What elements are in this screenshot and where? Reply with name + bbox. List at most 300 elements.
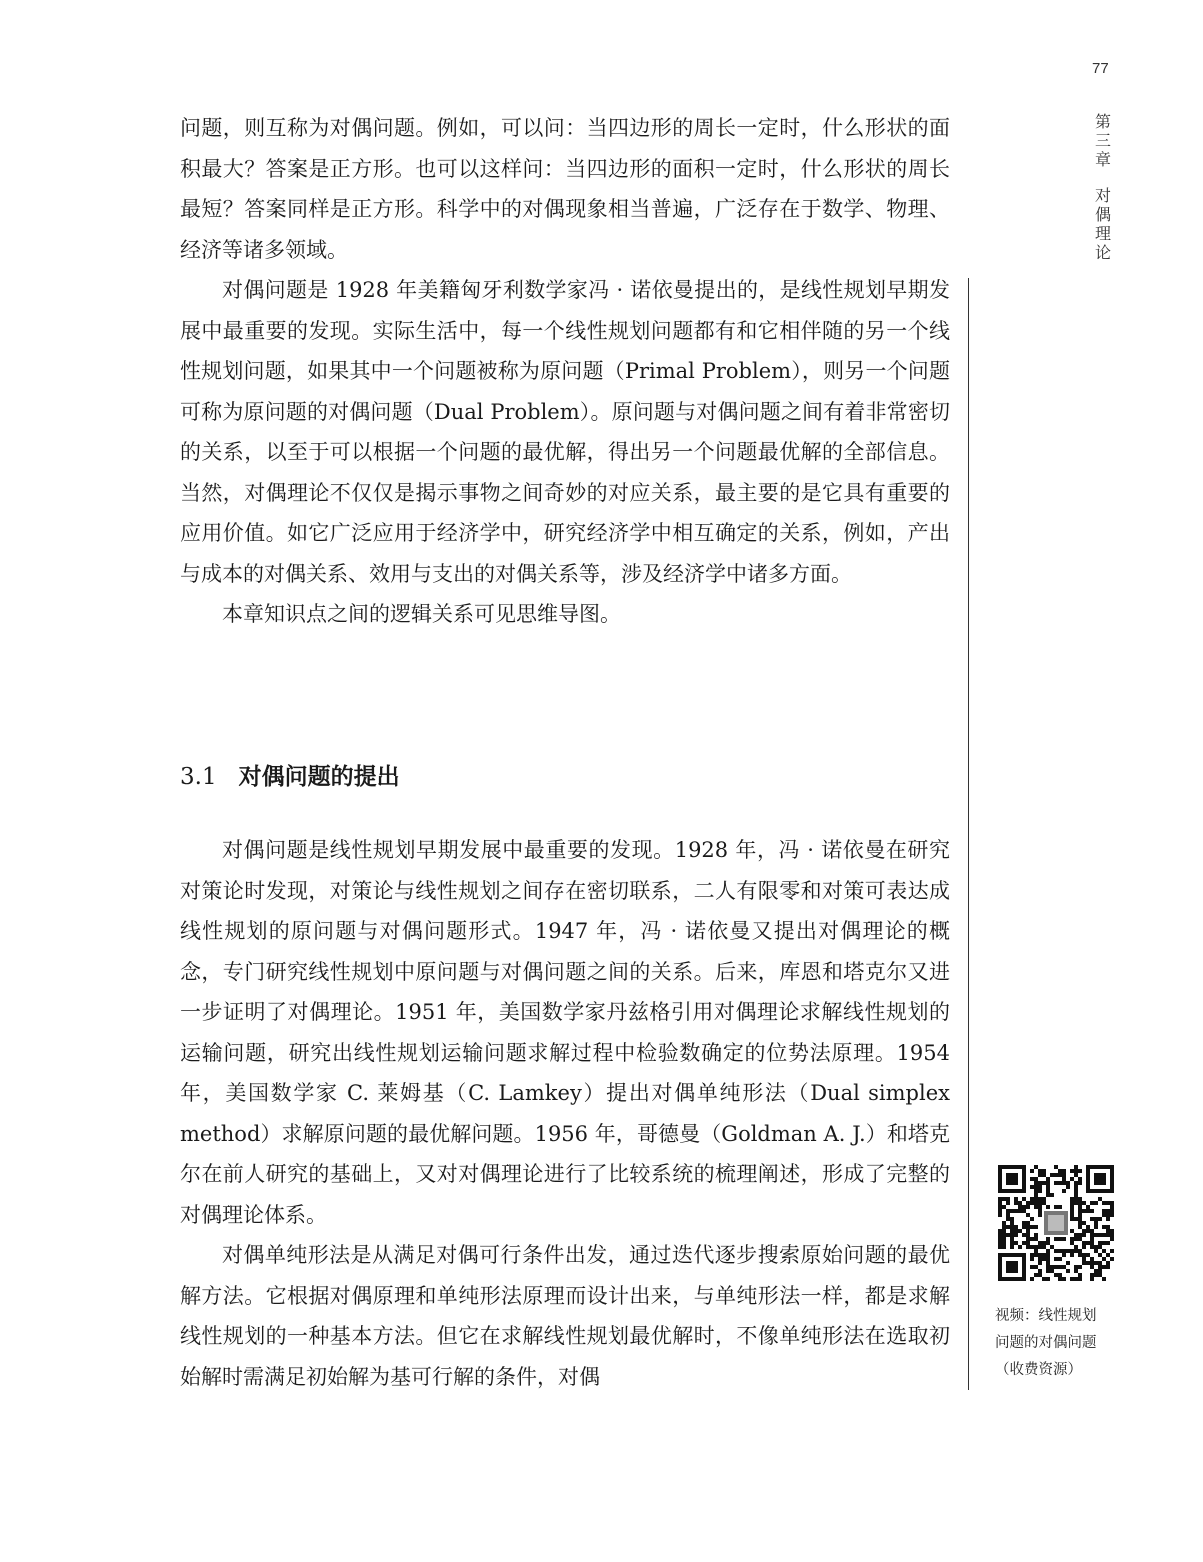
qr-module — [1074, 1197, 1078, 1201]
qr-module — [1030, 1185, 1034, 1189]
qr-module — [1058, 1169, 1062, 1173]
qr-module — [1078, 1277, 1082, 1281]
qr-module — [1046, 1185, 1050, 1189]
qr-module — [1106, 1233, 1110, 1237]
paragraph: 对偶单纯形法是从满足对偶可行条件出发，通过迭代逐步搜索原始问题的最优解方法。它根据对偶原理和单纯形法原理而设计出来，与单纯形法一样，都是求解线性规划的一种基本方法。但它在求解线性规划最优解时，不像单纯形法在选取初始解时需满足初始解为基可行解的条件，对偶 — [180, 1243, 950, 1389]
qr-module — [1086, 1209, 1090, 1213]
qr-module — [1070, 1177, 1074, 1181]
qr-module — [1086, 1253, 1090, 1257]
qr-module — [1078, 1249, 1082, 1253]
qr-module — [1074, 1277, 1078, 1281]
qr-module — [1098, 1261, 1102, 1265]
qr-module — [1078, 1197, 1082, 1201]
running-head-title: 对偶理论 — [1094, 186, 1111, 262]
qr-module — [1106, 1261, 1110, 1265]
paragraph: 对偶问题是 1928 年美籍匈牙利数学家冯 · 诺依曼提出的，是线性规划早期发展中最重要的发现。实际生活中，每一个线性规划问题都有和它相伴随的另一个线性规划问题，如果其中一个问题被称为原问题（Primal Problem），则另一个问题可称为原问题的对偶问题（Dual Problem）。原问题与对偶问题之间有着非常密切的关系，以至于可以根据一个问题的最优解，得出另一个问题最优解的全部信息。当然，对偶理论不仅仅是揭示事物之间奇妙的对应关系，最主要的是它具有重要的应用价值。如它广泛应用于经济学中，研究经济学中相互确定的关系，例如，产出与成本的对偶关系、效用与支出的对偶关系等，涉及经济学中诸多方面。 — [180, 278, 950, 586]
qr-module — [1038, 1181, 1042, 1185]
qr-module — [1002, 1233, 1006, 1237]
qr-module — [1002, 1229, 1006, 1233]
qr-module — [1062, 1177, 1066, 1181]
qr-module — [1046, 1249, 1050, 1253]
qr-module — [1046, 1277, 1050, 1281]
qr-module — [1046, 1193, 1050, 1197]
qr-module — [1042, 1245, 1046, 1249]
qr-module — [1090, 1265, 1094, 1269]
qr-module — [998, 1241, 1002, 1245]
qr-module — [1062, 1277, 1066, 1281]
qr-module — [1090, 1233, 1094, 1237]
qr-module — [1002, 1205, 1006, 1209]
qr-module — [1026, 1205, 1030, 1209]
qr-module — [1026, 1241, 1030, 1245]
qr-module — [1078, 1177, 1082, 1181]
qr-module — [1106, 1225, 1110, 1229]
qr-module — [1050, 1265, 1054, 1269]
qr-module — [1046, 1261, 1050, 1265]
qr-module — [1054, 1165, 1058, 1169]
qr-module — [1090, 1217, 1094, 1221]
qr-module — [1078, 1273, 1082, 1277]
qr-module — [1074, 1237, 1078, 1241]
qr-module — [1010, 1245, 1014, 1249]
qr-module — [1034, 1185, 1038, 1189]
qr-module — [1002, 1221, 1006, 1225]
qr-module — [1006, 1197, 1010, 1201]
qr-module — [1106, 1209, 1110, 1213]
qr-module — [1018, 1209, 1022, 1213]
qr-module — [1102, 1241, 1106, 1245]
qr-module — [1094, 1201, 1098, 1205]
qr-module — [998, 1237, 1002, 1241]
qr-module — [1038, 1189, 1042, 1193]
qr-module — [1050, 1269, 1054, 1273]
qr-module — [1110, 1201, 1114, 1205]
qr-module — [1058, 1205, 1062, 1209]
qr-module — [1102, 1209, 1106, 1213]
qr-module — [998, 1233, 1002, 1237]
qr-module — [1054, 1237, 1058, 1241]
qr-module — [1054, 1257, 1058, 1261]
qr-module — [1070, 1169, 1074, 1173]
qr-module — [1034, 1181, 1038, 1185]
qr-module — [1042, 1241, 1046, 1245]
qr-module — [1034, 1273, 1038, 1277]
qr-module — [1094, 1269, 1098, 1273]
qr-caption-line: 视频：线性规划 — [995, 1308, 1097, 1324]
qr-module — [1098, 1269, 1102, 1273]
qr-module — [1070, 1197, 1074, 1201]
qr-module — [1106, 1217, 1110, 1221]
qr-module — [1034, 1237, 1038, 1241]
section-number: 3.1 — [180, 764, 217, 790]
qr-module — [1102, 1277, 1106, 1281]
qr-module — [1018, 1205, 1022, 1209]
qr-module — [1098, 1265, 1102, 1269]
qr-caption — [995, 1303, 1145, 1384]
qr-module — [1058, 1237, 1062, 1241]
qr-module — [998, 1205, 1002, 1209]
qr-module — [1082, 1253, 1086, 1257]
qr-module — [1078, 1217, 1082, 1221]
qr-module — [1042, 1169, 1046, 1173]
qr-module — [1082, 1241, 1086, 1245]
qr-module — [1038, 1269, 1042, 1273]
qr-module — [1042, 1253, 1046, 1257]
qr-module — [1034, 1193, 1038, 1197]
qr-module — [1074, 1173, 1078, 1177]
qr-module — [1034, 1265, 1038, 1269]
qr-module — [1082, 1209, 1086, 1213]
qr-code-image[interactable] — [998, 1164, 1114, 1282]
qr-module — [1026, 1201, 1030, 1205]
qr-module — [1042, 1181, 1046, 1185]
qr-module — [1094, 1249, 1098, 1253]
qr-module — [1062, 1169, 1066, 1173]
qr-module — [1054, 1181, 1058, 1185]
qr-module — [1062, 1265, 1066, 1269]
qr-module — [1098, 1245, 1102, 1249]
qr-module — [1034, 1205, 1038, 1209]
qr-module — [1066, 1269, 1070, 1273]
qr-module — [1106, 1265, 1110, 1269]
qr-module — [1074, 1181, 1078, 1185]
qr-module — [1058, 1273, 1062, 1277]
qr-module — [1030, 1177, 1034, 1181]
qr-module — [1094, 1221, 1098, 1225]
qr-module — [1062, 1249, 1066, 1253]
qr-module — [1014, 1229, 1018, 1233]
qr-module — [1074, 1165, 1078, 1169]
qr-module — [1110, 1257, 1114, 1261]
qr-module — [1058, 1257, 1062, 1261]
qr-module — [1022, 1197, 1026, 1201]
qr-module — [1110, 1205, 1114, 1209]
qr-module — [1090, 1277, 1094, 1281]
qr-module — [1070, 1205, 1074, 1209]
qr-module — [1026, 1221, 1030, 1225]
qr-module — [1074, 1189, 1078, 1193]
qr-module — [1054, 1249, 1058, 1253]
qr-module — [1082, 1245, 1086, 1249]
qr-module — [1074, 1269, 1078, 1273]
qr-module — [1046, 1269, 1050, 1273]
qr-module — [1050, 1245, 1054, 1249]
qr-module — [1098, 1197, 1102, 1201]
qr-module — [1034, 1177, 1038, 1181]
qr-module — [1034, 1165, 1038, 1169]
qr-module — [1030, 1253, 1034, 1257]
qr-module — [1006, 1217, 1010, 1221]
qr-module — [1074, 1265, 1078, 1269]
qr-module — [1090, 1229, 1094, 1233]
qr-module — [1026, 1245, 1030, 1249]
qr-module — [1066, 1185, 1070, 1189]
qr-module — [1082, 1221, 1086, 1225]
qr-module — [1014, 1201, 1018, 1205]
qr-module — [1018, 1201, 1022, 1205]
qr-module — [1070, 1241, 1074, 1245]
qr-module — [1110, 1237, 1114, 1241]
qr-module — [1074, 1193, 1078, 1197]
qr-module — [1098, 1233, 1102, 1237]
qr-module — [1026, 1213, 1030, 1217]
qr-module — [1090, 1261, 1094, 1265]
qr-module — [1054, 1173, 1058, 1177]
qr-module — [1094, 1273, 1098, 1277]
qr-module — [1010, 1229, 1014, 1233]
qr-module — [1038, 1213, 1042, 1217]
qr-module — [998, 1197, 1002, 1201]
qr-module — [1058, 1265, 1062, 1269]
qr-module — [1062, 1189, 1066, 1193]
qr-module — [1042, 1197, 1046, 1201]
qr-module — [1038, 1241, 1042, 1245]
qr-module — [1110, 1229, 1114, 1233]
qr-module — [1102, 1249, 1106, 1253]
qr-module — [1006, 1209, 1010, 1213]
qr-module — [1046, 1265, 1050, 1269]
qr-module — [1034, 1245, 1038, 1249]
qr-module — [1006, 1233, 1010, 1237]
qr-module — [1030, 1201, 1034, 1205]
qr-module — [1042, 1201, 1046, 1205]
qr-module — [1090, 1273, 1094, 1277]
qr-module — [1030, 1217, 1034, 1221]
qr-module — [1102, 1213, 1106, 1217]
paragraph: 本章知识点之间的逻辑关系可见思维导图。 — [222, 602, 621, 626]
qr-module — [1046, 1253, 1050, 1257]
qr-module — [1062, 1253, 1066, 1257]
qr-module — [1082, 1233, 1086, 1237]
qr-module — [1022, 1225, 1026, 1229]
qr-module — [1102, 1225, 1106, 1229]
qr-module — [1014, 1241, 1018, 1245]
qr-module — [1046, 1181, 1050, 1185]
qr-module — [1090, 1209, 1094, 1213]
qr-module — [1074, 1233, 1078, 1237]
qr-module — [1074, 1169, 1078, 1173]
qr-module — [1014, 1233, 1018, 1237]
qr-module — [1010, 1241, 1014, 1245]
qr-module — [1054, 1273, 1058, 1277]
qr-module — [1038, 1253, 1042, 1257]
qr-module — [1038, 1201, 1042, 1205]
qr-module — [1098, 1241, 1102, 1245]
qr-module — [1034, 1253, 1038, 1257]
qr-module — [1046, 1177, 1050, 1181]
qr-module — [1034, 1197, 1038, 1201]
qr-module — [1014, 1225, 1018, 1229]
qr-module — [1070, 1209, 1074, 1213]
qr-module — [1066, 1261, 1070, 1265]
qr-module — [1018, 1229, 1022, 1233]
qr-module — [1034, 1189, 1038, 1193]
qr-module — [998, 1209, 1002, 1213]
qr-module — [1058, 1249, 1062, 1253]
qr-module — [1074, 1201, 1078, 1205]
qr-module — [1034, 1225, 1038, 1229]
qr-module — [998, 1245, 1002, 1249]
qr-module — [1030, 1257, 1034, 1261]
qr-module — [1110, 1249, 1114, 1253]
qr-module — [1046, 1205, 1050, 1209]
qr-module — [1042, 1257, 1046, 1261]
qr-module — [1038, 1185, 1042, 1189]
qr-module — [1086, 1241, 1090, 1245]
qr-module — [1082, 1229, 1086, 1233]
qr-module — [1058, 1277, 1062, 1281]
qr-module — [1066, 1181, 1070, 1185]
qr-module — [1078, 1209, 1082, 1213]
qr-module — [1070, 1201, 1074, 1205]
qr-module — [1050, 1193, 1054, 1197]
qr-module — [1094, 1233, 1098, 1237]
qr-module — [1066, 1249, 1070, 1253]
qr-module — [1010, 1221, 1014, 1225]
qr-module — [1038, 1169, 1042, 1173]
qr-module — [1038, 1197, 1042, 1201]
qr-module — [1086, 1205, 1090, 1209]
qr-module — [1022, 1209, 1026, 1213]
qr-module — [1098, 1253, 1102, 1257]
qr-module — [1006, 1213, 1010, 1217]
qr-module — [1002, 1197, 1006, 1201]
qr-module — [998, 1213, 1002, 1217]
qr-module — [1038, 1205, 1042, 1209]
qr-module — [1082, 1261, 1086, 1265]
qr-module — [1062, 1181, 1066, 1185]
qr-module — [1030, 1245, 1034, 1249]
qr-module — [1038, 1245, 1042, 1249]
qr-module — [1034, 1233, 1038, 1237]
qr-module — [1002, 1237, 1006, 1241]
qr-module — [1010, 1237, 1014, 1241]
qr-module — [1026, 1229, 1030, 1233]
qr-module — [1102, 1233, 1106, 1237]
qr-module — [1006, 1201, 1010, 1205]
qr-module — [1046, 1257, 1050, 1261]
qr-module — [1054, 1265, 1058, 1269]
qr-module — [1106, 1229, 1110, 1233]
qr-module — [1094, 1245, 1098, 1249]
qr-module — [1030, 1265, 1034, 1269]
body-text-bottom — [180, 830, 950, 1397]
qr-module — [1038, 1273, 1042, 1277]
qr-module — [1018, 1245, 1022, 1249]
section-title: 对偶问题的提出 — [238, 763, 400, 790]
qr-module — [1106, 1201, 1110, 1205]
qr-module — [1070, 1277, 1074, 1281]
qr-module — [1090, 1237, 1094, 1241]
qr-module — [1078, 1213, 1082, 1217]
body-text-top — [180, 108, 950, 635]
qr-module — [1106, 1213, 1110, 1217]
qr-module — [1090, 1241, 1094, 1245]
qr-module — [1110, 1233, 1114, 1237]
qr-module — [1026, 1225, 1030, 1229]
qr-module — [1030, 1237, 1034, 1241]
qr-module — [1078, 1237, 1082, 1241]
qr-module — [1010, 1233, 1014, 1237]
qr-module — [1110, 1213, 1114, 1217]
running-head-chapter: 第三章 — [1094, 112, 1111, 169]
qr-module — [1022, 1233, 1026, 1237]
qr-module — [1038, 1257, 1042, 1261]
qr-module — [1026, 1237, 1030, 1241]
qr-module — [1014, 1209, 1018, 1213]
qr-module — [1098, 1217, 1102, 1221]
qr-module — [1106, 1253, 1110, 1257]
qr-module — [1038, 1173, 1042, 1177]
qr-module — [1078, 1233, 1082, 1237]
qr-module — [1070, 1253, 1074, 1257]
qr-module — [1090, 1257, 1094, 1261]
qr-caption-line: 问题的对偶问题 — [995, 1335, 1097, 1351]
qr-module — [1042, 1173, 1046, 1177]
qr-module — [1086, 1225, 1090, 1229]
qr-module — [1062, 1237, 1066, 1241]
qr-module — [1078, 1221, 1082, 1225]
qr-module — [1070, 1237, 1074, 1241]
qr-module — [1042, 1277, 1046, 1281]
qr-module — [1102, 1265, 1106, 1269]
qr-module — [1030, 1169, 1034, 1173]
qr-module — [1074, 1245, 1078, 1249]
qr-module — [1046, 1241, 1050, 1245]
qr-module — [1094, 1217, 1098, 1221]
qr-module — [1078, 1205, 1082, 1209]
qr-module — [1002, 1225, 1006, 1229]
qr-module — [1106, 1241, 1110, 1245]
qr-module — [1074, 1217, 1078, 1221]
qr-module — [1062, 1173, 1066, 1177]
qr-module — [1102, 1201, 1106, 1205]
qr-module — [1070, 1229, 1074, 1233]
qr-module — [1090, 1201, 1094, 1205]
qr-module — [1030, 1225, 1034, 1229]
qr-module — [1070, 1213, 1074, 1217]
qr-module — [998, 1201, 1002, 1205]
qr-module — [1074, 1185, 1078, 1189]
qr-module — [1078, 1169, 1082, 1173]
qr-module — [1006, 1225, 1010, 1229]
qr-module — [1078, 1225, 1082, 1229]
qr-module — [1078, 1181, 1082, 1185]
qr-module — [1002, 1241, 1006, 1245]
qr-module — [1002, 1245, 1006, 1249]
qr-module — [1074, 1249, 1078, 1253]
qr-module — [1054, 1205, 1058, 1209]
qr-module — [1102, 1257, 1106, 1261]
paragraph: 问题，则互称为对偶问题。例如，可以问：当四边形的周长一定时，什么形状的面积最大？答案是正方形。也可以这样问：当四边形的面积一定时，什么形状的周长最短？答案同样是正方形。科学中的对偶现象相当普遍，广泛存在于数学、物理、经济等诸多领域。 — [180, 116, 950, 262]
qr-module — [1070, 1249, 1074, 1253]
qr-module — [1030, 1277, 1034, 1281]
qr-module — [1010, 1209, 1014, 1213]
qr-caption-line: （收费资源） — [995, 1362, 1082, 1378]
page-number: 77 — [1092, 60, 1109, 77]
qr-module — [1034, 1201, 1038, 1205]
qr-module — [1022, 1241, 1026, 1245]
qr-module — [1046, 1237, 1050, 1241]
section-heading — [180, 757, 400, 797]
qr-module — [1030, 1197, 1034, 1201]
qr-module — [1110, 1209, 1114, 1213]
qr-module — [1010, 1217, 1014, 1221]
qr-module — [1094, 1225, 1098, 1229]
qr-module — [1014, 1197, 1018, 1201]
qr-module — [1022, 1221, 1026, 1225]
qr-module — [1078, 1253, 1082, 1257]
